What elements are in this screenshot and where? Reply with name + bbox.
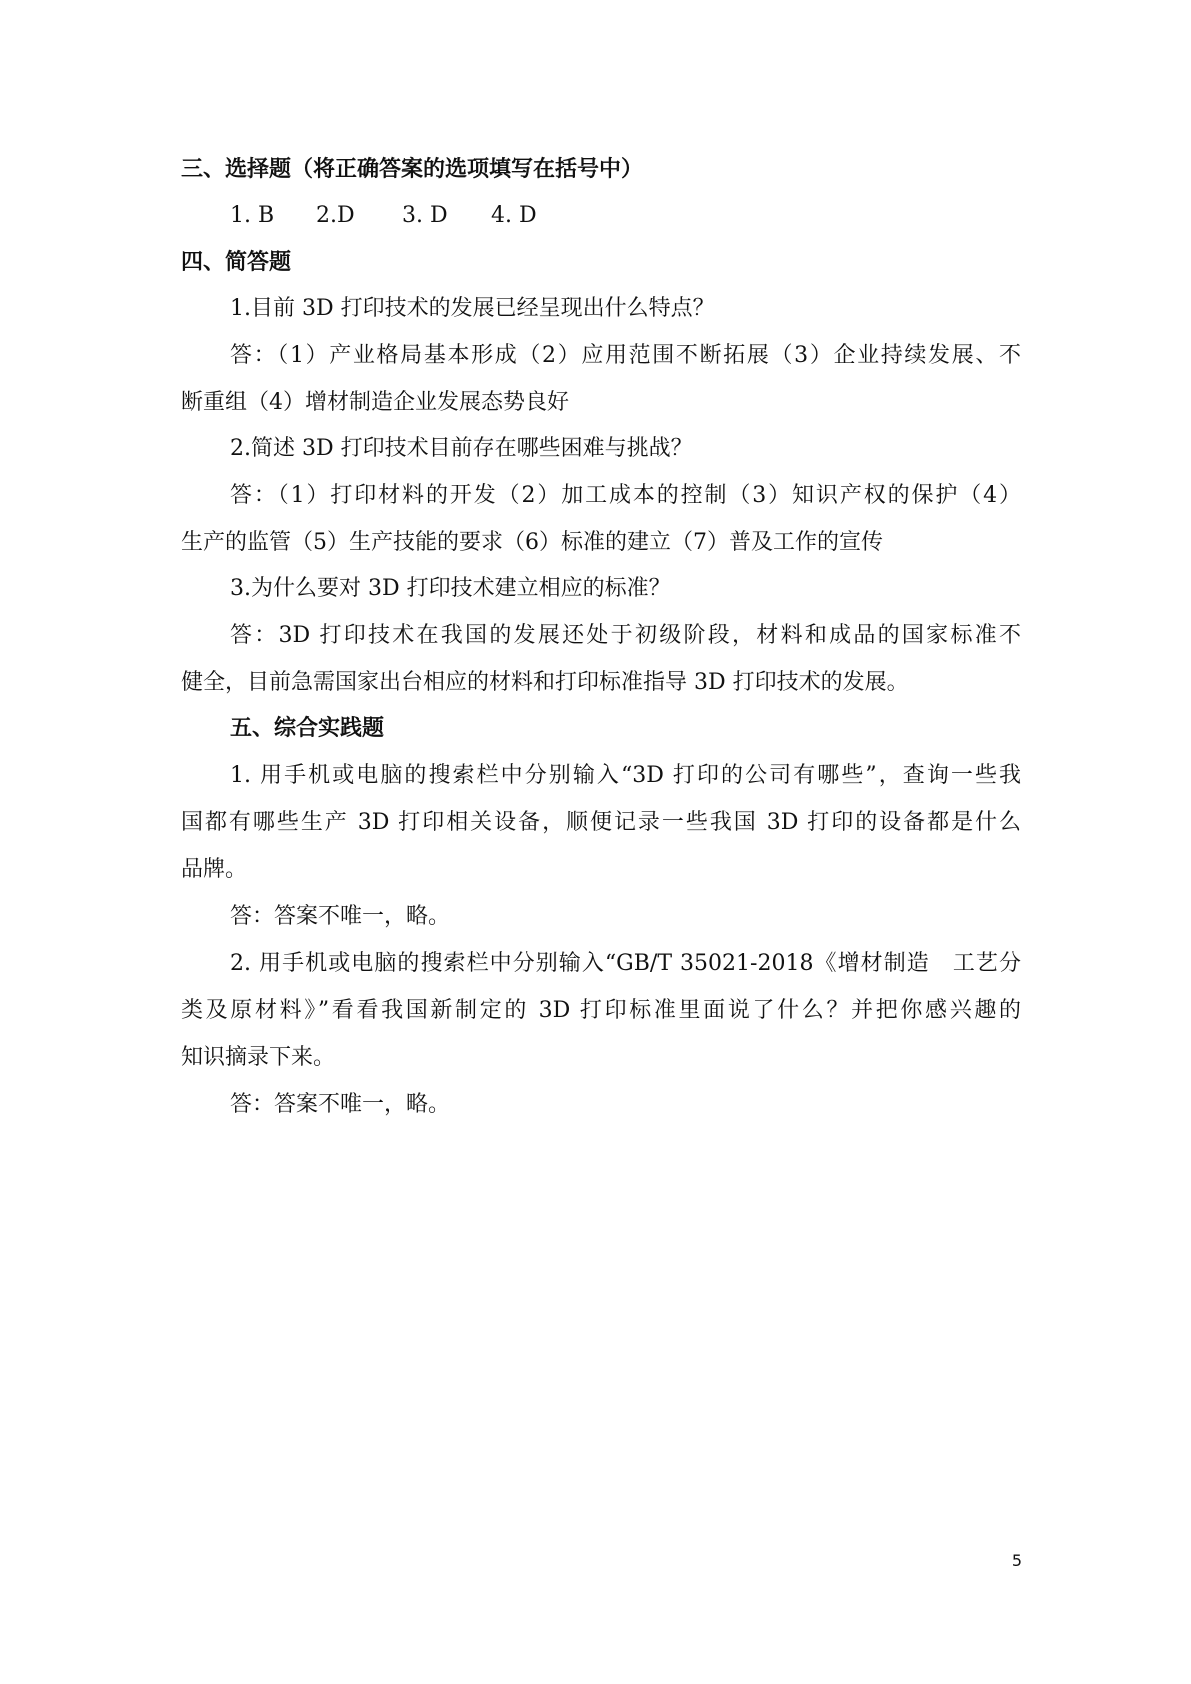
practice-answer-1: 答：答案不唯一，略。 (230, 904, 451, 929)
short-answer-answer-3-line-2: 健全，目前急需国家出台相应的材料和打印标准指导 3D 打印技术的发展。 (181, 670, 909, 695)
practice-question-1-line-1: 1. 用手机或电脑的搜索栏中分别输入“3D 打印的公司有哪些”，查询一些我 (230, 763, 1021, 788)
short-answer-answer-3-line-1: 答：3D 打印技术在我国的发展还处于初级阶段，材料和成品的国家标准不 (230, 623, 1021, 648)
practice-question-1-line-3: 品牌。 (181, 857, 248, 882)
short-answer-question-2: 2.简述 3D 打印技术目前存在哪些困难与挑战？ (230, 436, 693, 461)
short-answer-section-heading: 四、简答题 (181, 250, 292, 275)
choice-answer-1: 1. B (230, 203, 275, 228)
choice-answer-3: 3. D (402, 203, 448, 228)
choice-section-heading: 三、选择题（将正确答案的选项填写在括号中） (181, 157, 644, 182)
page-number: 5 (1011, 1551, 1023, 1570)
choice-answer-4: 4. D (491, 203, 537, 228)
short-answer-answer-2-line-2: 生产的监管（5）生产技能的要求（6）标准的建立（7）普及工作的宣传 (181, 530, 883, 555)
practice-section-heading: 五、综合实践题 (230, 716, 385, 741)
short-answer-question-3: 3.为什么要对 3D 打印技术建立相应的标准？ (230, 576, 671, 601)
short-answer-answer-2-line-1: 答：（1）打印材料的开发（2）加工成本的控制（3）知识产权的保护（4） (230, 483, 1021, 508)
practice-question-2-line-2: 类及原材料》”看看我国新制定的 3D 打印标准里面说了什么？并把你感兴趣的 (181, 998, 1021, 1023)
short-answer-answer-1-line-1: 答：（1）产业格局基本形成（2）应用范围不断拓展（3）企业持续发展、不 (230, 343, 1021, 368)
practice-answer-2: 答：答案不唯一，略。 (230, 1092, 451, 1117)
choice-answer-2: 2.D (316, 203, 355, 228)
practice-question-2-line-3: 知识摘录下来。 (181, 1045, 336, 1070)
short-answer-answer-1-line-2: 断重组（4）增材制造企业发展态势良好 (181, 390, 569, 415)
practice-question-2-line-1: 2. 用手机或电脑的搜索栏中分别输入“GB/T 35021-2018《增材制造 工艺分 (230, 951, 1021, 976)
practice-question-1-line-2: 国都有哪些生产 3D 打印相关设备，顺便记录一些我国 3D 打印的设备都是什么 (181, 810, 1021, 835)
short-answer-question-1: 1.目前 3D 打印技术的发展已经呈现出什么特点？ (230, 296, 715, 321)
